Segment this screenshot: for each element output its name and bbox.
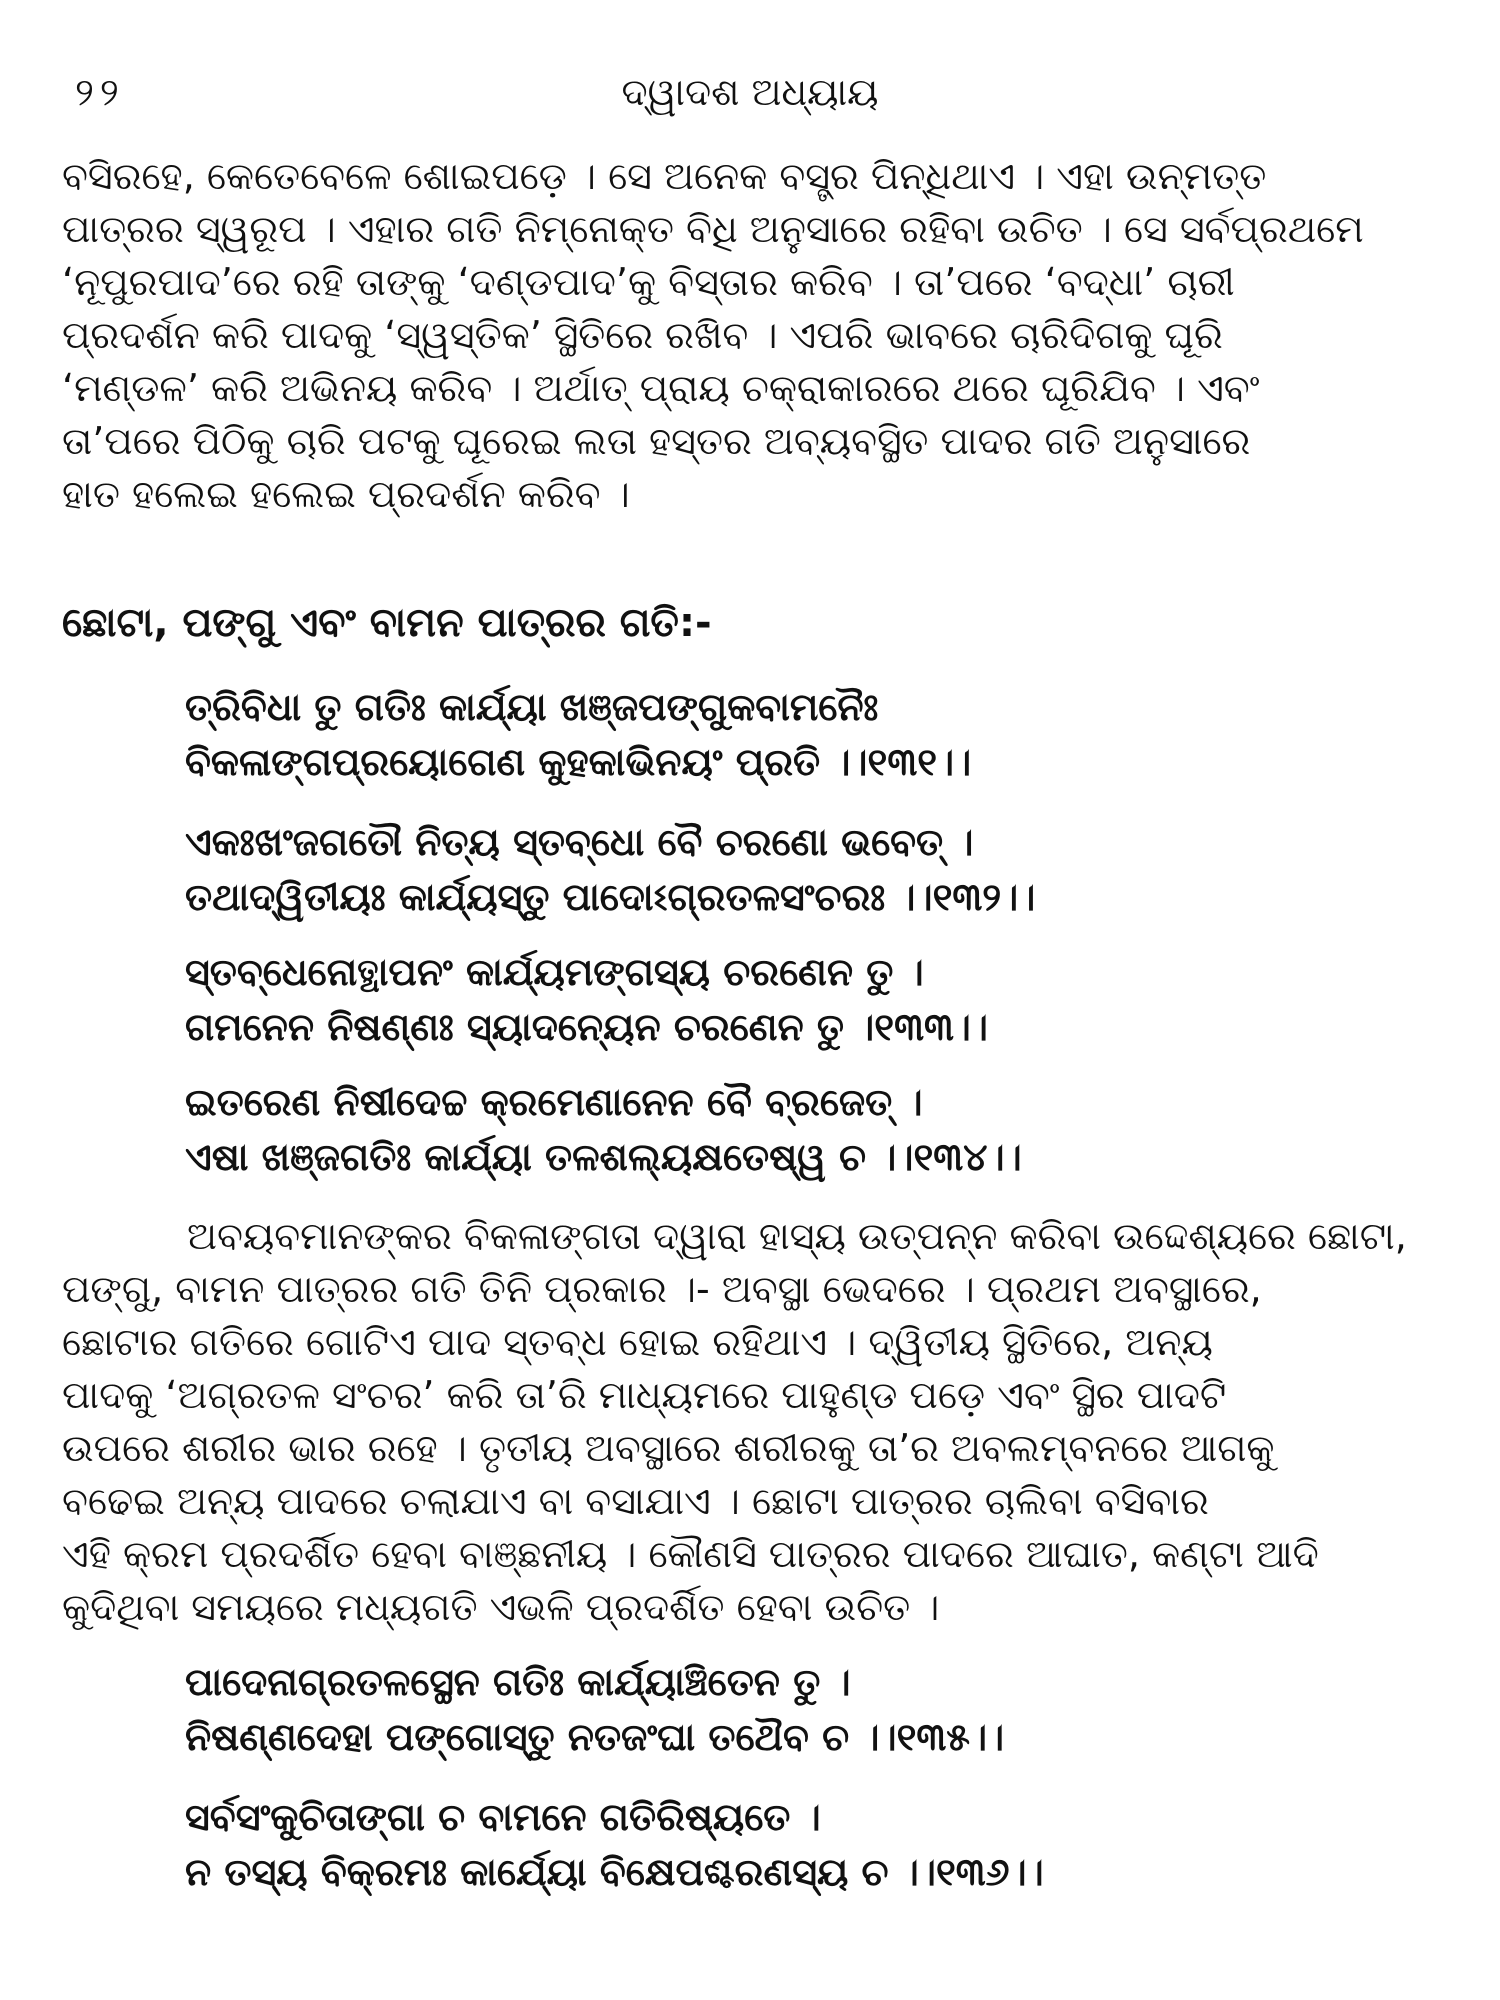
verse-line: ପାଦେନାଗ୍ରତଳସ୍ଥେନ ଗତିଃ କାର୍ଯ୍ୟାଞ୍ଚିତେନ ତୁ ।: [185, 1660, 851, 1704]
verse-line: ନିଷଣ୍ଣଦେହା ପଙ୍ଗୋସ୍ତୁ ନତଜଂଘା ତଥୈବ ଚ ।।୧୩୫।।: [185, 1715, 1005, 1759]
verse-133: [185, 945, 1435, 1055]
page-header: [60, 70, 1440, 120]
verse-line: ସର୍ବସଂକୁଚିତାଙ୍ଗା ଚ ବାମନେ ଗତିରିଷ୍ୟତେ ।: [185, 1795, 821, 1839]
text-line: ହାତ ହଲେଇ ହଲେଇ ପ୍ରଦର୍ଶନ କରିବ ।: [62, 472, 630, 516]
verse-line: ଗମନେନ ନିଷଣ୍ଣଃ ସ୍ୟାଦନ୍ୟେନ ଚରଣେନ ତୁ ।୧୩୩।।: [185, 1005, 989, 1049]
paragraph-commentary: [62, 1210, 1437, 1634]
verse-line: ବିକଳାଙ୍ଗପ୍ରୟୋଗେଣ କୁହକାଭିନୟଂ ପ୍ରତି ।।୧୩୧।।: [185, 740, 972, 784]
text-line: ପାତ୍ରର ସ୍ୱରୂପ । ଏହାର ଗତି ନିମ୍ନୋକ୍ତ ବିଧି ଅନୁସାରେ ରହିବା ଉଚିତ । ସେ ସର୍ବପ୍ରଥମେ: [62, 207, 1364, 251]
text-line: ବଢେଇ ଅନ୍ୟ ପାଦରେ ଚଲାଯାଏ ବା ବସାଯାଏ । ଛୋଟା ପାତ୍ରର ଚାଲିବା ବସିବାର: [62, 1479, 1209, 1523]
verse-line: ତ୍ରିବିଧା ତୁ ଗତିଃ କାର୍ଯ୍ୟା ଖଞ୍ଜପଙ୍ଗୁକବାମନୈଃ: [185, 685, 879, 729]
verse-line: ତଥାଦ୍ୱିତୀୟଃ କାର୍ଯ୍ୟସ୍ତୁ ପାଦୋଽଗ୍ରତଳସଂଚରଃ ।।୧୩୨।।: [185, 875, 1036, 919]
verse-line: ଏକଃଖଂଜଗତୌ ନିତ୍ୟ ସ୍ତବ୍ଧୋ ବୈ ଚରଣୋ ଭବେତ୍ ।: [185, 820, 974, 864]
text-line: ପଙ୍ଗୁ, ବାମନ ପାତ୍ରର ଗତି ତିନି ପ୍ରକାର ।- ଅବସ୍ଥା ଭେଦରେ । ପ୍ରଥମ ଅବସ୍ଥାରେ,: [62, 1267, 1262, 1311]
text-line: ‘ମଣ୍ଡଳ’ କରି ଅଭିନୟ କରିବ । ଅର୍ଥାତ୍ ପ୍ରାୟ ଚକ୍ରାକାରରେ ଥରେ ଘୂରିଯିବ । ଏବଂ: [62, 366, 1260, 410]
paragraph-intro: [62, 150, 1437, 521]
section-heading: ଛୋଟା, ପଙ୍ଗୁ ଏବଂ ବାମନ ପାତ୍ରର ଗତି:-: [62, 600, 712, 646]
text-line: ‘ନୂପୁରପାଦ’ରେ ରହି ତାଙ୍କୁ ‘ଦଣ୍ଡପାଦ’କୁ ବିସ୍ତାର କରିବ । ତା’ପରେ ‘ବଦ୍ଧା’ ଚାରୀ: [62, 260, 1235, 304]
verse-136: [185, 1790, 1435, 1900]
text-line: ତା’ପରେ ପିଠିକୁ ଚାରି ପଟକୁ ଘୂରେଇ ଲତା ହସ୍ତର ଅବ୍ୟବସ୍ଥିତ ପାଦର ଗତି ଅନୁସାରେ: [62, 419, 1251, 463]
verse-line: ଇତରେଣ ନିଷୀଦେଚ୍ଚ କ୍ରମେଣାନେନ ବୈ ବ୍ରଜେତ୍ ।: [185, 1080, 923, 1124]
text-line: ପ୍ରଦର୍ଶନ କରି ପାଦକୁ ‘ସ୍ୱସ୍ତିକ’ ସ୍ଥିତିରେ ରଖିବ । ଏପରି ଭାବରେ ଚାରିଦିଗକୁ ଘୂରି: [62, 313, 1223, 357]
verse-134: [185, 1075, 1435, 1185]
verse-line: ଏଷା ଖଞ୍ଜଗତିଃ କାର୍ଯ୍ୟା ତଳଶଲ୍ୟକ୍ଷତେଷ୍ୱ ଚ ।।୧୩୪।।: [185, 1135, 1022, 1179]
verse-135: [185, 1655, 1435, 1765]
text-line: କୁଦିଥିବା ସମୟରେ ମଧ୍ୟଗତି ଏଭଳି ପ୍ରଦର୍ଶିତ ହେବା ଉଚିତ ।: [62, 1585, 940, 1629]
text-line: ଅବୟବମାନଙ୍କର ବିକଳାଙ୍ଗତା ଦ୍ୱାରା ହାସ୍ୟ ଉତ୍ପନ୍ନ କରିବା ଉଦ୍ଦେଶ୍ୟରେ ଛୋଟା,: [187, 1214, 1407, 1258]
text-line: ପାଦକୁ ‘ଅଗ୍ରତଳ ସଂଚର’ କରି ତା’ରି ମାଧ୍ୟମରେ ପାହୁଣ୍ଡ ପଡ଼େ ଏବଂ ସ୍ଥିର ପାଦଟି: [62, 1373, 1227, 1417]
verse-132: [185, 815, 1435, 925]
verse-131: [185, 680, 1435, 790]
text-line: ବସିରହେ, କେତେବେଳେ ଶୋଇପଡ଼େ । ସେ ଅନେକ ବସ୍ତ୍ର ପିନ୍ଧିଥାଏ । ଏହା ଉନ୍ମତ୍ତ: [62, 154, 1267, 198]
chapter-title: ଦ୍ୱାଦଶ ଅଧ୍ୟାୟ: [621, 70, 879, 114]
text-line: ଉପରେ ଶରୀର ଭାର ରହେ । ତୃତୀୟ ଅବସ୍ଥାରେ ଶରୀରକୁ ତା’ର ଅବଲମ୍ବନରେ ଆଗକୁ: [62, 1426, 1275, 1470]
page-number: ୨୨: [75, 70, 125, 114]
verse-line: ନ ତସ୍ୟ ବିକ୍ରମଃ କାର୍ଯ୍ୟୋ ବିକ୍ଷେପଶ୍ଚରଣସ୍ୟ ଚ ।।୧୩୬।।: [185, 1850, 1044, 1894]
text-line: ଏହି କ୍ରମ ପ୍ରଦର୍ଶିତ ହେବା ବାଞ୍ଛନୀୟ । କୌଣସି ପାତ୍ରର ପାଦରେ ଆଘାତ, କଣ୍ଟା ଆଦି: [62, 1532, 1319, 1576]
verse-line: ସ୍ତବ୍ଧେନୋତ୍ଥାପନଂ କାର୍ଯ୍ୟମଙ୍ଗସ୍ୟ ଚରଣେନ ତୁ ।: [185, 950, 924, 994]
text-line: ଛୋଟାର ଗତିରେ ଗୋଟିଏ ପାଦ ସ୍ତବ୍ଧ ହୋଇ ରହିଥାଏ । ଦ୍ୱିତୀୟ ସ୍ଥିତିରେ, ଅନ୍ୟ: [62, 1320, 1213, 1364]
